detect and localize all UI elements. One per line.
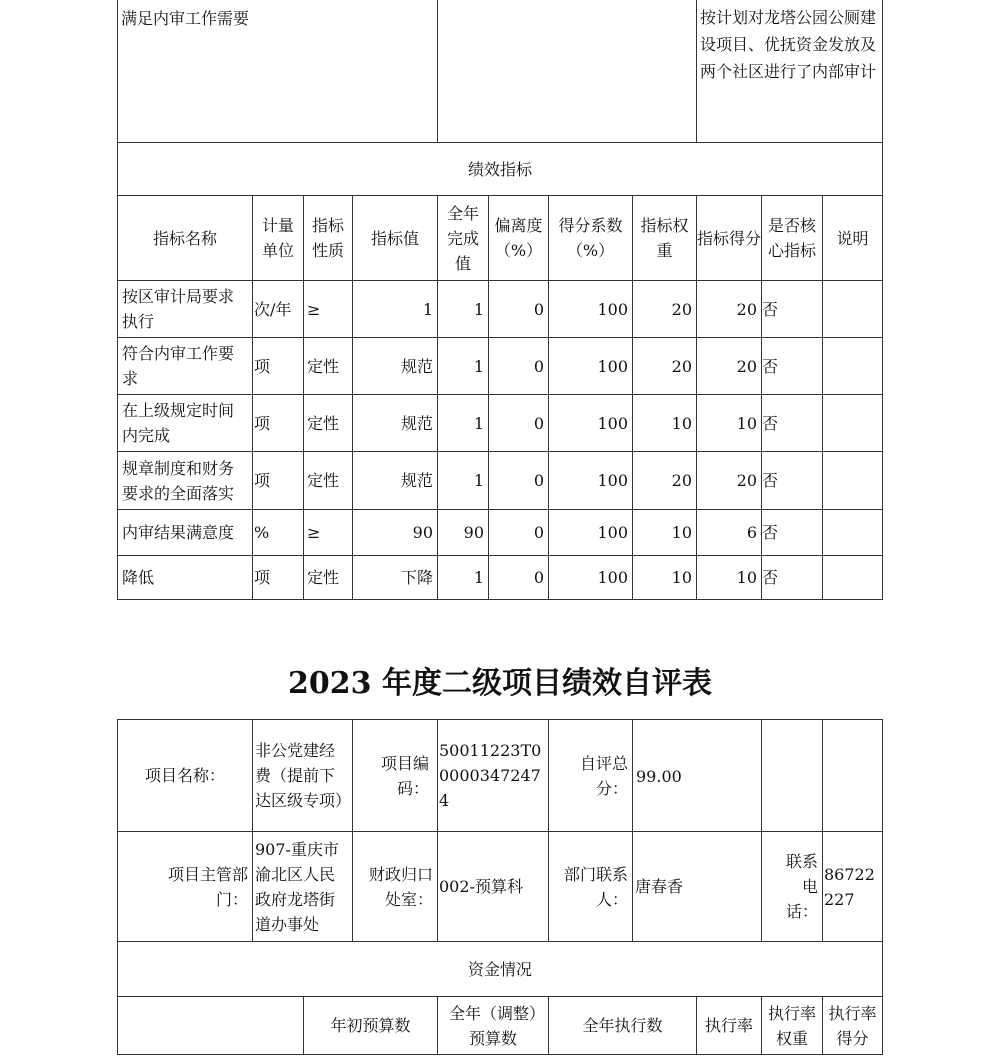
self-score-value: 99.00	[636, 767, 682, 786]
top-middle-cell	[438, 0, 696, 142]
row-3-core: 否	[762, 471, 779, 490]
row-2-note	[823, 395, 882, 451]
dept-label: 项目主管部门：	[167, 864, 248, 909]
phone-value: 86722227	[824, 864, 875, 909]
project-row1-empty-a	[762, 720, 822, 831]
row-4-nature: ≥	[307, 523, 321, 542]
project-row1-empty-b	[823, 720, 882, 831]
row-4-score: 6	[746, 523, 757, 542]
row-2-unit: 项	[254, 413, 271, 433]
row-3-value: 规范	[400, 471, 433, 490]
row-3-nature: 定性	[307, 471, 340, 490]
row-5-coef: 100	[597, 568, 628, 587]
row-2-score: 10	[736, 413, 757, 433]
row-4-name: 内审结果满意度	[122, 523, 235, 542]
row-5-value: 下降	[400, 568, 433, 587]
top-left-cell	[118, 0, 437, 142]
header-nature: 指标性质	[311, 216, 344, 260]
row-4-coef: 100	[597, 523, 628, 542]
row-1-deviation: 0	[533, 356, 544, 376]
row-0-deviation: 0	[533, 299, 544, 319]
form-title: 2023 年度二级项目绩效自评表	[288, 666, 712, 701]
funds-header-executed: 全年执行数	[582, 1016, 663, 1035]
row-1-unit: 项	[254, 356, 271, 376]
funds-header-rate-weight: 执行率权重	[767, 1003, 816, 1048]
row-3-complete: 1	[473, 471, 484, 490]
contact-label: 部门联系人：	[563, 864, 628, 909]
row-3-weight: 20	[671, 471, 692, 490]
row-0-note	[823, 281, 882, 337]
row-0-complete: 1	[473, 299, 484, 319]
project-name-value: 非公党建经费（提前下达区级专项）	[255, 741, 352, 810]
row-1-note	[823, 338, 882, 394]
header-score-coef: 得分系数（%）	[558, 216, 623, 260]
row-2-coef: 100	[597, 413, 628, 433]
header-unit: 计量单位	[261, 216, 294, 260]
top-right-cell	[697, 0, 882, 142]
row-0-unit: 次/年	[254, 299, 292, 319]
row-2-nature: 定性	[307, 413, 340, 433]
finance-office-value: 002-预算科	[439, 877, 523, 896]
header-score: 指标得分	[697, 228, 762, 248]
row-3-unit: 项	[254, 471, 271, 490]
row-5-deviation: 0	[533, 568, 544, 587]
project-name-label: 项目名称：	[144, 766, 225, 785]
header-weight: 指标权重	[640, 216, 689, 260]
row-3-score: 20	[736, 471, 757, 490]
row-3-coef: 100	[597, 471, 628, 490]
funds-section-title: 资金情况	[467, 959, 532, 979]
row-0-weight: 20	[671, 299, 692, 319]
phone-label: 联系电话：	[785, 852, 818, 921]
row-5-nature: 定性	[307, 568, 340, 587]
row-4-complete: 90	[463, 523, 484, 542]
row-5-name: 降低	[122, 568, 155, 587]
row-2-value: 规范	[400, 413, 433, 433]
project-code-value: 50011223T000003472474	[439, 741, 542, 810]
contact-value: 唐春香	[635, 877, 684, 896]
header-core: 是否核心指标	[767, 216, 816, 260]
top-left-text: 满足内审工作需要	[121, 9, 250, 28]
row-2-weight: 10	[671, 413, 692, 433]
row-4-unit: %	[254, 523, 270, 542]
header-value: 指标值	[370, 228, 419, 248]
row-1-weight: 20	[671, 356, 692, 376]
row-5-core: 否	[762, 568, 779, 587]
row-5-note	[823, 556, 882, 599]
row-0-value: 1	[422, 299, 433, 319]
row-3-name: 规章制度和财务要求的全面落实	[122, 458, 235, 503]
row-1-nature: 定性	[307, 356, 340, 376]
row-2-core: 否	[762, 413, 779, 433]
top-right-text: 按计划对龙塔公园公厕建设项目、优抚资金发放及两个社区进行了内部审计	[700, 8, 877, 81]
row-5-weight: 10	[671, 568, 692, 587]
row-1-complete: 1	[473, 356, 484, 376]
funds-header-blank	[118, 997, 303, 1054]
row-5-score: 10	[736, 568, 757, 587]
row-4-core: 否	[762, 523, 779, 542]
row-0-nature: ≥	[307, 299, 321, 319]
row-1-value: 规范	[400, 356, 433, 376]
row-2-deviation: 0	[533, 413, 544, 433]
row-2-complete: 1	[473, 413, 484, 433]
funds-header-initial: 年初预算数	[330, 1016, 411, 1035]
header-deviation: 偏离度（%）	[494, 216, 543, 260]
header-indicator-name: 指标名称	[152, 228, 217, 248]
row-4-value: 90	[412, 523, 433, 542]
row-1-score: 20	[736, 356, 757, 376]
row-1-coef: 100	[597, 356, 628, 376]
funds-header-adjusted: 全年（调整）预算数	[448, 1003, 537, 1048]
row-3-deviation: 0	[533, 471, 544, 490]
row-0-name: 按区审计局要求执行	[122, 287, 235, 331]
self-score-label: 自评总分：	[579, 753, 628, 798]
row-4-note	[823, 510, 882, 555]
funds-header-rate: 执行率	[704, 1016, 753, 1035]
performance-section-title: 绩效指标	[467, 159, 532, 179]
row-4-weight: 10	[671, 523, 692, 542]
funds-header-rate-score: 执行率得分	[828, 1003, 877, 1048]
row-0-core: 否	[762, 299, 779, 319]
row-0-coef: 100	[597, 299, 628, 319]
project-code-label: 项目编码：	[380, 753, 429, 798]
header-note: 说明	[836, 228, 869, 248]
row-2-name: 在上级规定时间内完成	[122, 401, 235, 445]
row-1-name: 符合内审工作要求	[122, 344, 235, 388]
row-5-unit: 项	[254, 568, 271, 587]
finance-office-label: 财政归口处室：	[368, 864, 433, 909]
dept-value: 907-重庆市渝北区人民政府龙塔街道办事处	[255, 839, 339, 934]
row-5-complete: 1	[473, 568, 484, 587]
row-4-deviation: 0	[533, 523, 544, 542]
row-1-core: 否	[762, 356, 779, 376]
header-complete: 全年完成值	[446, 203, 479, 273]
row-3-note	[823, 452, 882, 509]
row-0-score: 20	[736, 299, 757, 319]
